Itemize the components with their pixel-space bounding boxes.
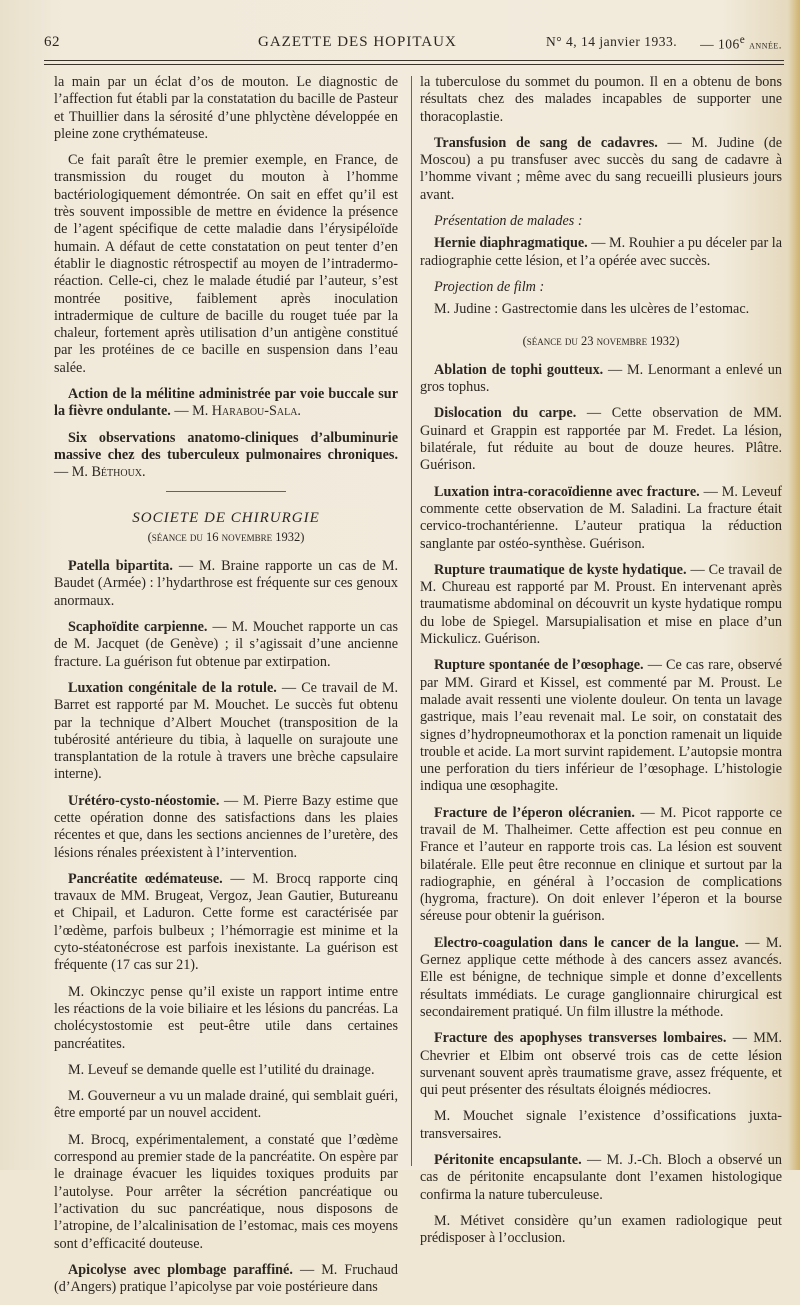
- entry-heading: Fracture de l’éperon olécranien.: [434, 804, 635, 821]
- article-entry: Fracture de l’éperon olécranien. — M. Picot rapporte ce travail de M. Thalheimer. Cette affection est peu connue en France et l’auteur en rapporte trois cas. La lésion est souvent bilatérale. Elle peut être reconnue en clinique et surtout par la radiographie, en général à l’occasion de complications (hygroma, fracture). On doit enlever l’éperon et la bourse séreuse pour obtenir la guérison.: [420, 804, 783, 925]
- entry-heading: Luxation intra-coracoïdienne avec fracture.: [434, 483, 700, 500]
- paragraph: M. Gouverneur a vu un malade drainé, qui semblait guéri, être emporté par un nouvel accident.: [54, 1088, 398, 1122]
- entry-heading: Rupture traumatique de kyste hydatique.: [434, 561, 687, 578]
- article-entry: Rupture spontanée de l’œsophage. — Ce cas rare, observé par MM. Girard et Kissel, est commenté par M. Proust. Le malade avait ressenti une violente douleur. On tenta un lavage gastrique, mais l’eau revenait mal. Le soir, on constatait des signes d’hydropneumothorax et la ponction ramenait un liquide trouble et acide. La mort survint rapidement. L’autopsie montra une perforation du tiers inférieur de l’œsophage. L’histologie indiqua une œsophagite.: [420, 657, 782, 795]
- paragraph: M. Okinczyc pense qu’il existe un rapport intime entre les réactions de la voie biliaire et les lésions du pancréas. La cholécystostomie est peut-être utile dans certaines pancréatites.: [54, 983, 398, 1052]
- article-entry: Six observations anatomo-cliniques d’albuminurie massive chez des tuberculeux pulmonaires chroniques. — M. Béthoux.: [54, 429, 398, 481]
- article-entry: Urétéro-cysto-néostomie. — M. Pierre Bazy estime que cette opération donne des satisfactions dans les plaies récentes et que, dans les sections anciennes de l’uretère, des lésions rénales préexistent à l’intervention.: [54, 792, 398, 861]
- article-entry: Hernie diaphragmatique. — M. Rouhier a pu déceler par la radiographie cette lésion, et l’a opérée avec succès.: [420, 235, 782, 269]
- entry-heading: Fracture des apophyses transverses lombaires.: [434, 1030, 727, 1047]
- year-of-publication: — 106e année.: [700, 34, 782, 52]
- paragraph: M. Leveuf se demande quelle est l’utilité du drainage.: [68, 1061, 375, 1078]
- article-entry: Transfusion de sang de cadavres. — M. Judine (de Moscou) a pu transfuser avec succès du sang de cadavre à l’homme vivant ; même avec du sang recueilli plusieurs jours avant.: [420, 134, 782, 203]
- subsection-label: Présentation de malades :: [434, 213, 583, 230]
- entry-heading: Pancréatite œdémateuse.: [68, 870, 223, 887]
- entry-heading: Péritonite encapsulante.: [434, 1152, 582, 1169]
- article-entry: Luxation congénitale de la rotule. — Ce travail de M. Barret est rapporté par M. Mouchet. Le succès fut obtenu par la technique d’Albert Mouchet (transposition de la tubérosité antérieure du tibia, à laquelle on surajoute une transplantation de la rotule à travers une brèche capsulaire interne).: [54, 679, 398, 783]
- journal-title: GAZETTE DES HOPITAUX: [258, 34, 457, 50]
- paragraph: M. Judine : Gastrectomie dans les ulcères de l’estomac.: [434, 301, 750, 318]
- entry-heading: Ablation de tophi goutteux.: [434, 361, 604, 378]
- article-entry: Fracture des apophyses transverses lombaires. — MM. Chevrier et Elbim ont observé trois cas de cette lésion survenant souvent après traumatisme grave, assez fréquente, et qui peut présenter des résultats éloignés médiocres.: [420, 1030, 782, 1099]
- article-entry: Electro-coagulation dans le cancer de la langue. — M. Gernez applique cette méthode à des cancers assez avancés. Elle est bénigne, de technique simple et donne d’excellents résultats immédiats. Le curage ganglionnaire chirurgical est secondairement pratiqué. Un film illustre la méthode.: [420, 934, 782, 1020]
- entry-heading: Patella bipartita.: [68, 558, 173, 575]
- section-divider: [166, 491, 286, 492]
- article-entry: Pancréatite œdémateuse. — M. Brocq rapporte cinq travaux de MM. Brugeat, Vergoz, Jean Gautier, Butureanu et Chipail, et Laduron. Cette forme est caractérisée par l’œdème, parfois bulbeux ; l’hémorragie est minime et la cyto-stéatonécrose est parfois inexistante. La guérison est fréquente (17 cas sur 21).: [54, 870, 398, 974]
- right-column: [420, 74, 782, 1257]
- article-entry: Patella bipartita. — M. Braine rapporte un cas de M. Baudet (Armée) : l’hydarthrose est fréquente sur ces genoux anormaux.: [54, 558, 398, 609]
- paragraph: Ce fait paraît être le premier exemple, en France, de transmission du rouget du mouton à l’homme bactériologiquement démontrée. On sait en effet qu’il est très souvent impossible de mettre en évidence la présence de l’agent spécifique de cette maladie dans l’érysipéloïde humain. A défaut de cette constatation on peut tenter d’en établir le diagnostic rétrospectif au moyen de l’intradermo-réaction. Celle-ci, chez le malade étudié par l’auteur, s’est montrée positive, faiblement après inoculation intradermique de culture de bacille du rouget tuée par la chaleur, fortement après utilisation d’un antigène constitué par les protéines de ce bacille en suspension dans l’eau salée.: [54, 152, 398, 376]
- entry-heading: Action de la mélitine administrée par voie buccale sur la fièvre ondulante.: [54, 386, 398, 420]
- paragraph: M. Mouchet signale l’existence d’ossifications juxta-transversaires.: [420, 1108, 782, 1142]
- article-entry: Péritonite encapsulante. — M. J.-Ch. Bloch a observé un cas de péritonite encapsulante dont l’examen histologique confirma la nature tuberculeuse.: [420, 1152, 782, 1203]
- article-entry: Rupture traumatique de kyste hydatique. — Ce travail de M. Chureau est rapporté par M. Proust. En intervenant après traumatisme abdominal on découvrit un kyste hydatique rompu du lobe de Spiegel. Marsupialisation et mise en place d’un Mickulicz. Guérison.: [420, 561, 782, 648]
- header-rule-thin: [44, 64, 784, 65]
- paragraph: la main par un éclat d’os de mouton. Le diagnostic de l’affection fut établi par la constatation du bacille de Pasteur et Thuillier dans la sérosité d’une phlyctène développée en pleine zone crythémateuse.: [54, 74, 398, 142]
- paragraph: la tuberculose du sommet du poumon. Il en a obtenu de bons résultats chez des malades incapables de supporter une thoracoplastie.: [420, 74, 782, 125]
- paragraph: M. Métivet considère qu’un examen radiologique peut prédisposer à l’occlusion.: [420, 1212, 782, 1247]
- paragraph: M. Brocq, expérimentalement, a constaté que l’œdème correspond au premier stade de la pancréatite. On espère par le drainage évacuer les liquides toxiques produits par l’autolyse. Pour arrêter la sécrétion pancréatique ou l’activation du suc pancréatique, nous disposons de l’atropine, de l’alcalinisation de l’estomac, mais ces moyens sont d’efficacité douteuse.: [54, 1131, 398, 1252]
- entry-heading: Dislocation du carpe.: [434, 405, 577, 422]
- entry-heading: Scaphoïdite carpienne.: [68, 619, 208, 636]
- subsection-label: Projection de film :: [434, 278, 545, 295]
- header-rule: [44, 60, 784, 61]
- section-title: SOCIETE DE CHIRURGIE: [132, 509, 320, 526]
- column-divider: [411, 76, 412, 1166]
- article-entry: Dislocation du carpe. — Cette observation de MM. Guinard et Grappin est rapportée par M. Fredet. La lésion, bilatérale, fut réduite au bout de douze heures. Plâtre. Guérison.: [420, 405, 782, 474]
- article-entry: Action de la mélitine administrée par voie buccale sur la fièvre ondulante. — M. Harabou-Sala.: [54, 386, 398, 420]
- entry-heading: Electro-coagulation dans le cancer de la langue.: [434, 934, 739, 951]
- entry-heading: Apicolyse avec plombage paraffiné.: [68, 1261, 293, 1278]
- issue-date: N° 4, 14 janvier 1933.: [546, 34, 678, 49]
- entry-heading: Transfusion de sang de cadavres.: [434, 134, 658, 151]
- entry-heading: Rupture spontanée de l’œsophage.: [434, 657, 644, 674]
- session-date: (séance du 23 novembre 1932): [522, 333, 680, 348]
- article-entry: Ablation de tophi goutteux. — M. Lenormant a enlevé un gros tophus.: [420, 361, 782, 396]
- entry-heading: Luxation congénitale de la rotule.: [68, 679, 277, 696]
- article-entry: Scaphoïdite carpienne. — M. Mouchet rapporte un cas de M. Jacquet (de Genève) ; il s’agissait d’une ancienne fracture. La guérison fut obtenue par extirpation.: [54, 619, 398, 670]
- page-header: [30, 34, 782, 60]
- entry-heading: Urétéro-cysto-néostomie.: [68, 792, 220, 809]
- article-entry: Apicolyse avec plombage paraffiné. — M. Fruchaud (d’Angers) pratique l’apicolyse par voie postérieure dans: [54, 1261, 398, 1296]
- article-entry: Luxation intra-coracoïdienne avec fracture. — M. Leveuf commente cette observation de M. Saladini. La fracture était cervico-trochantérienne. L’auteur pratiqua la réduction sanglante par ostéo-synthèse. Guérison.: [420, 483, 782, 552]
- page-edge-shadow: [788, 0, 800, 1170]
- entry-heading: Hernie diaphragmatique.: [434, 235, 588, 252]
- entry-heading: Six observations anatomo-cliniques d’albuminurie massive chez des tuberculeux pulmonaires chroniques.: [54, 429, 398, 463]
- session-date: (séance du 16 novembre 1932): [147, 529, 305, 544]
- left-column: [54, 74, 398, 1305]
- page-number: 62: [44, 34, 60, 50]
